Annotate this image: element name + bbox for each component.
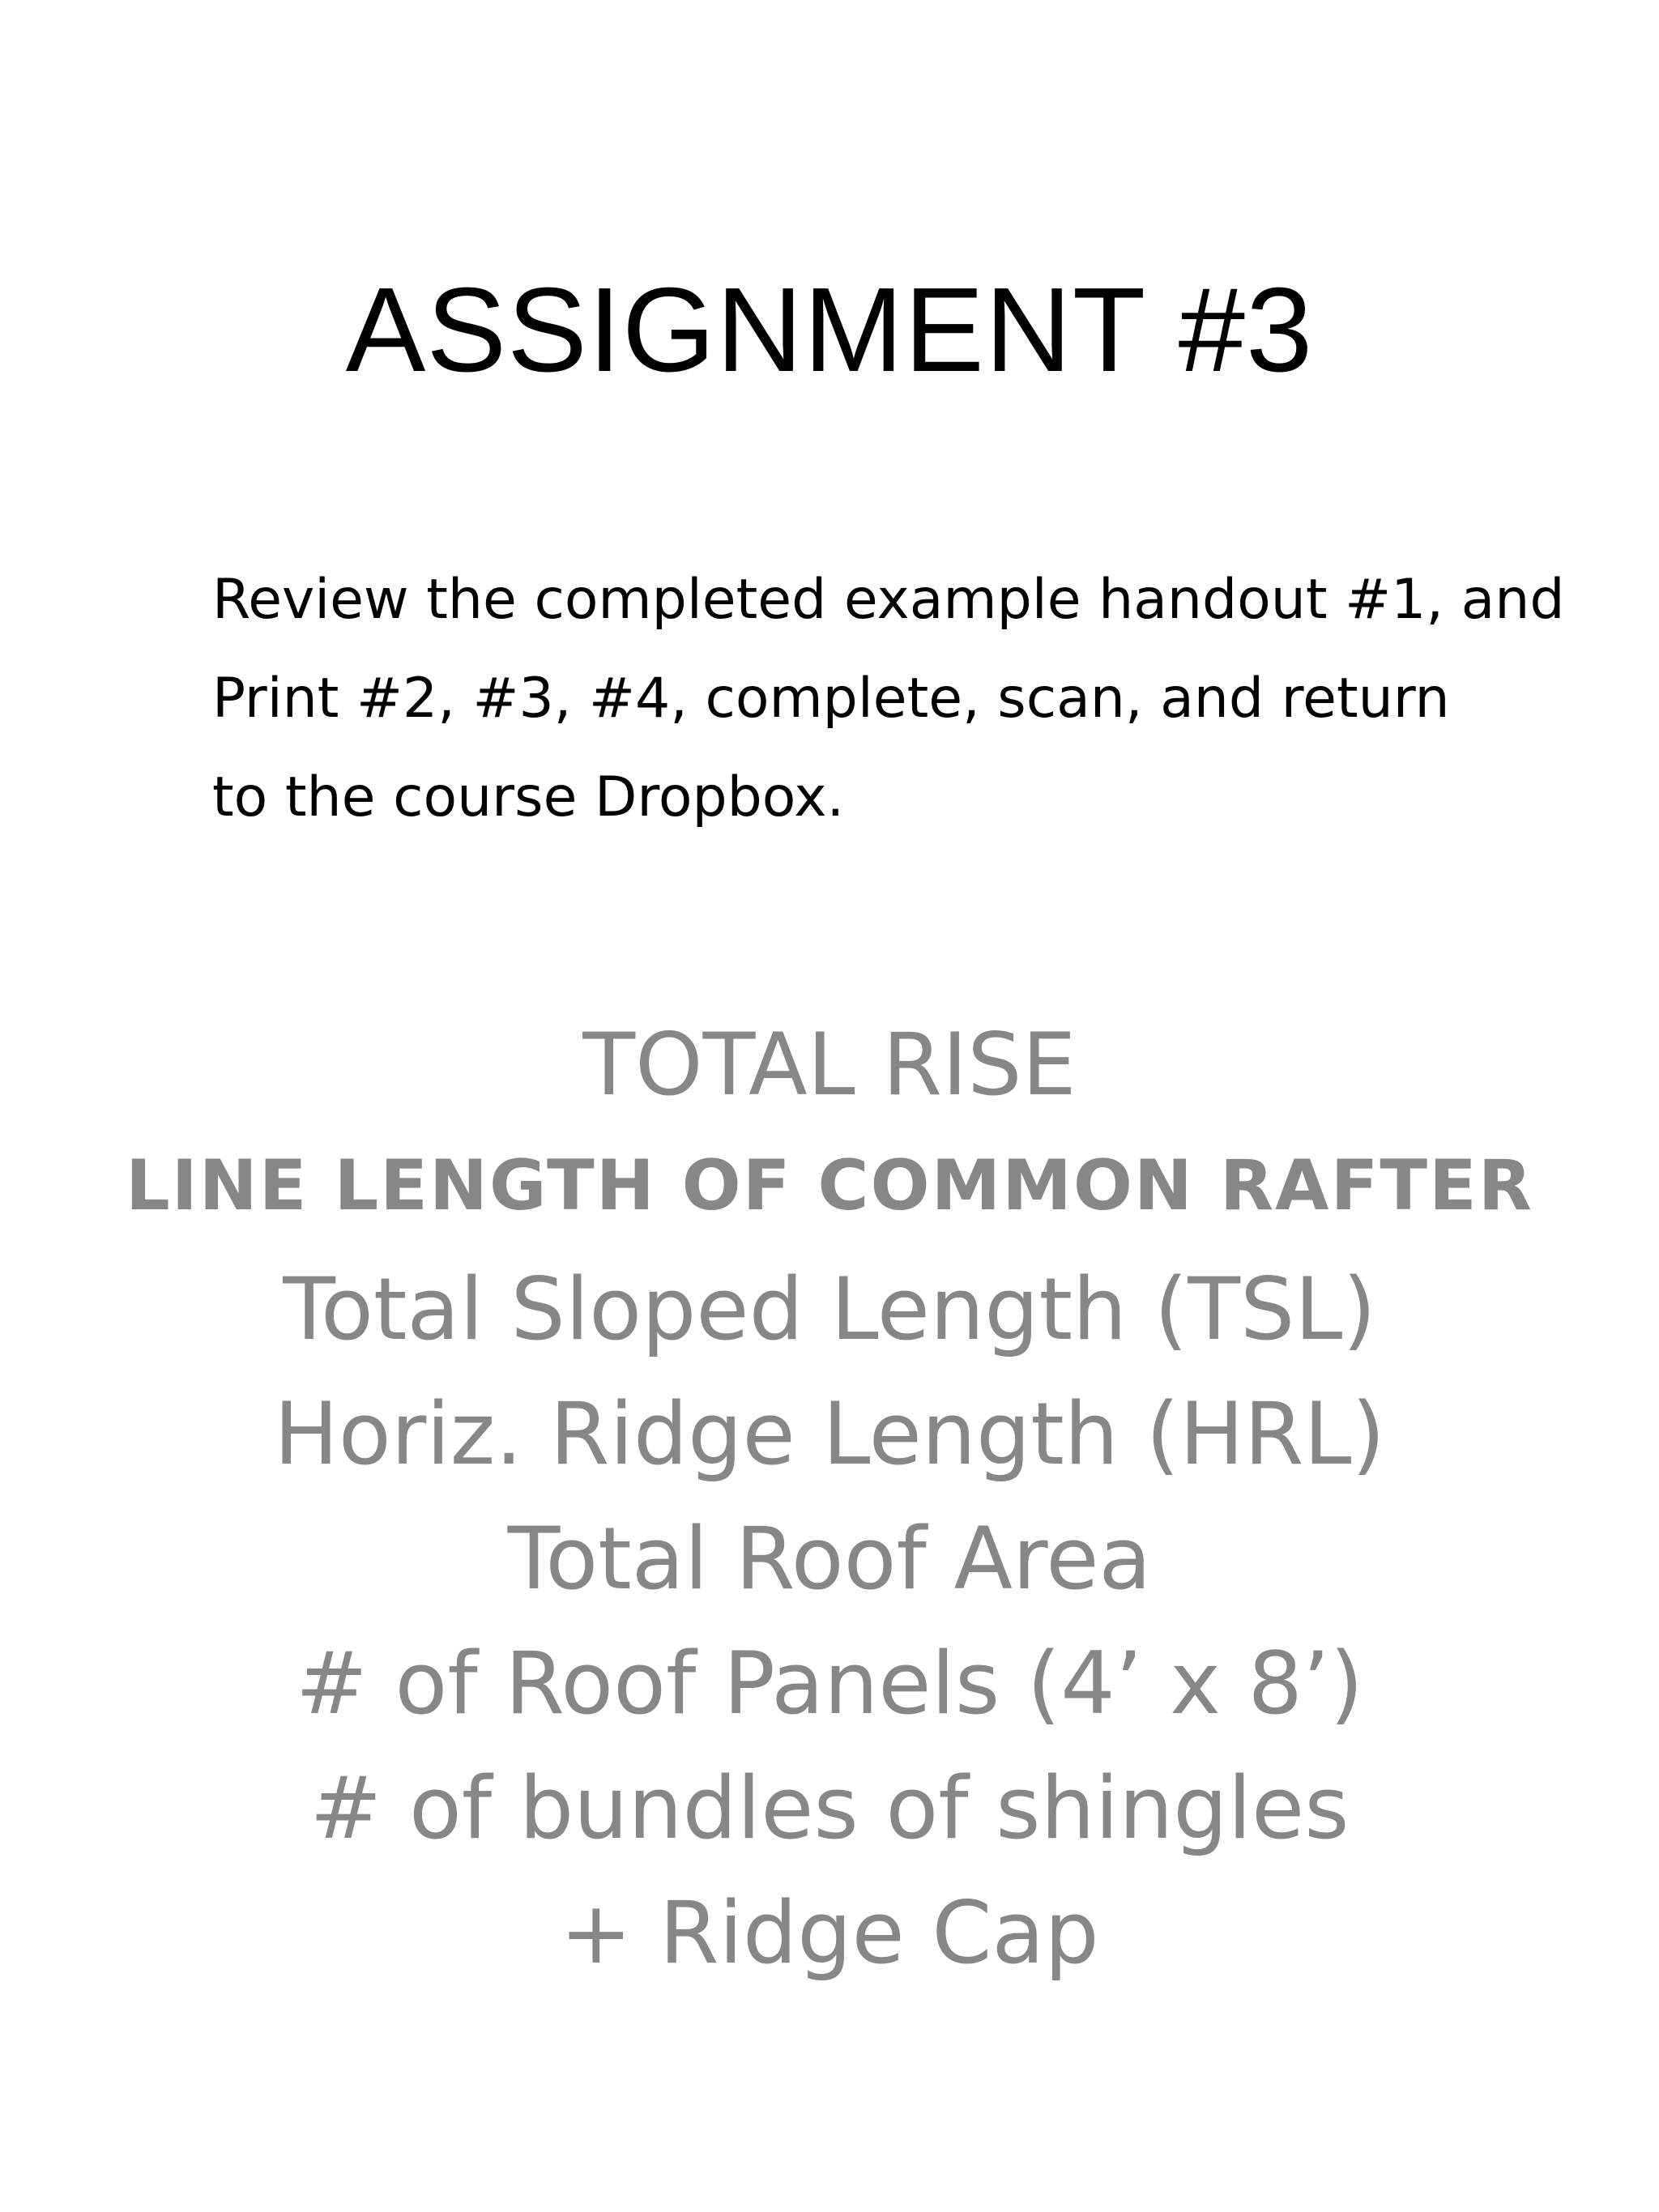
instruction-line: Print #2, #3, #4, complete, scan, and return <box>212 667 1450 731</box>
instructions-paragraph <box>212 551 1565 847</box>
topic-ridge-cap: + Ridge Cap <box>560 1883 1099 1983</box>
topic-horiz-ridge-length: Horiz. Ridge Length (HRL) <box>274 1384 1385 1484</box>
topic-bundles-shingles: # of bundles of shingles <box>309 1758 1350 1858</box>
topic-list <box>0 1006 1659 1996</box>
topic-line-length-common-rafter: LINE LENGTH OF COMMON RAFTER <box>126 1145 1533 1226</box>
topic-total-sloped-length: Total Sloped Length (TSL) <box>283 1259 1376 1359</box>
instruction-line: to the course Dropbox. <box>212 765 845 829</box>
page-title: ASSIGNMENT #3 <box>345 263 1314 397</box>
topic-total-roof-area: Total Roof Area <box>507 1509 1152 1609</box>
topic-total-rise: TOTAL RISE <box>582 1015 1077 1115</box>
instruction-line: Review the completed example handout #1, and <box>212 568 1565 632</box>
topic-roof-panels: # of Roof Panels (4’ x 8’) <box>296 1634 1363 1733</box>
